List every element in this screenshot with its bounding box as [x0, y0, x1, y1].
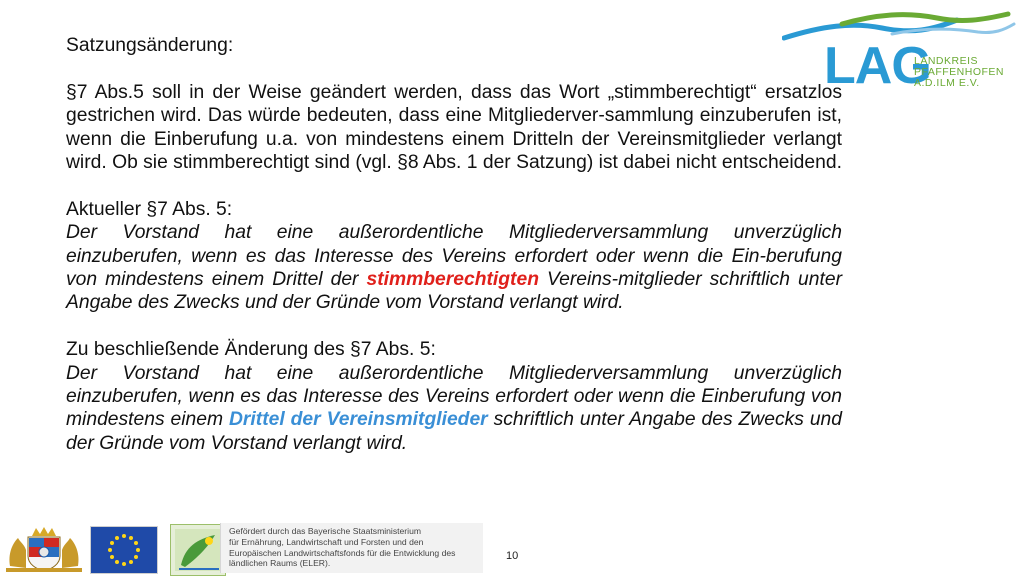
slide-body: [66, 34, 842, 455]
leader-graphic: [171, 525, 225, 575]
funding-line: ländlichen Raums (ELER).: [229, 558, 331, 569]
heading-new-section: Zu beschließende Änderung des §7 Abs. 5:: [66, 339, 436, 361]
page-number: 10: [506, 550, 519, 562]
logo-line-pfaffenhofen: PFAFFENHOFEN: [914, 66, 1005, 78]
heading-satzungsaenderung: Satzungsänderung:: [66, 35, 234, 56]
spacer: [66, 57, 842, 80]
leader-logo-icon: [170, 524, 226, 576]
logo-line-landkreis: LANDKREIS: [914, 55, 979, 67]
funding-line: Europäischen Landwirtschaftsfonds für die Entwicklung des: [229, 547, 456, 558]
spacer: [66, 315, 842, 338]
highlight-drittel-vereinsmitglieder: Drittel der Vereinsmitglieder: [229, 409, 488, 431]
new-text-part1: Der Vorstand hat eine außerordentliche Mitgliederversammlung unverzüglich einzuberufen, wenn es das Interesse des Vereins erfordert oder wenn die Einberufung von mindestens einem: [66, 362, 842, 431]
lag-logo: [782, 8, 1018, 100]
spacer: [66, 174, 842, 197]
funding-line: für Ernährung, Landwirtschaft und Forsten und den: [229, 536, 424, 547]
eu-stars: [91, 527, 157, 573]
new-text-part2: schriftlich unter Angabe des Zwecks und der Gründe vom Vorstand verlangt wird.: [66, 409, 842, 454]
heading-current-section: Aktueller §7 Abs. 5:: [66, 198, 233, 220]
logo-line-adilm: A.D.ILM E.V.: [914, 77, 980, 89]
highlight-stimmberechtigten: stimmberechtigten: [366, 269, 539, 291]
logo-lag-letters: LAG: [824, 37, 931, 95]
paragraph-current-text: [66, 221, 842, 315]
footer: [0, 521, 1024, 576]
funding-line: Gefördert durch das Bayerische Staatsministerium: [229, 526, 422, 536]
paragraph-explanation: §7 Abs.5 soll in der Weise geändert werden, dass das Wort „stimmberechtigt“ ersatzlos gestrichen wird. Das würde bedeuten, dass eine Mitgliederver-sammlung einzuberufen ist, wenn die Einberufung u.a. von mindestens einem Dritteln der Vereinsmitglieder verlangt wird. Ob sie stimmberechtigt sind (vgl. §8 Abs. 1 der Satzung) ist dabei nicht entscheidend.: [66, 81, 842, 174]
current-text-part1: Der Vorstand hat eine außerordentliche Mitgliederversammlung unverzüglich einzuberufen, wenn es das Interesse des Vereins erfordert oder wenn die Ein-berufung von mindestens einem Drittel der: [66, 222, 842, 291]
paragraph-new-text: [66, 362, 842, 456]
eu-flag-icon: [90, 526, 158, 574]
funding-text: [229, 526, 455, 569]
current-text-part2: Vereins-mitglieder schriftlich unter Angabe des Zwecks und der Gründe vom Vorstand verlangt wird.: [66, 269, 842, 314]
bavarian-crest-icon: [6, 526, 82, 572]
funding-notice: [220, 523, 483, 573]
logo-subtitle: [914, 56, 1004, 89]
